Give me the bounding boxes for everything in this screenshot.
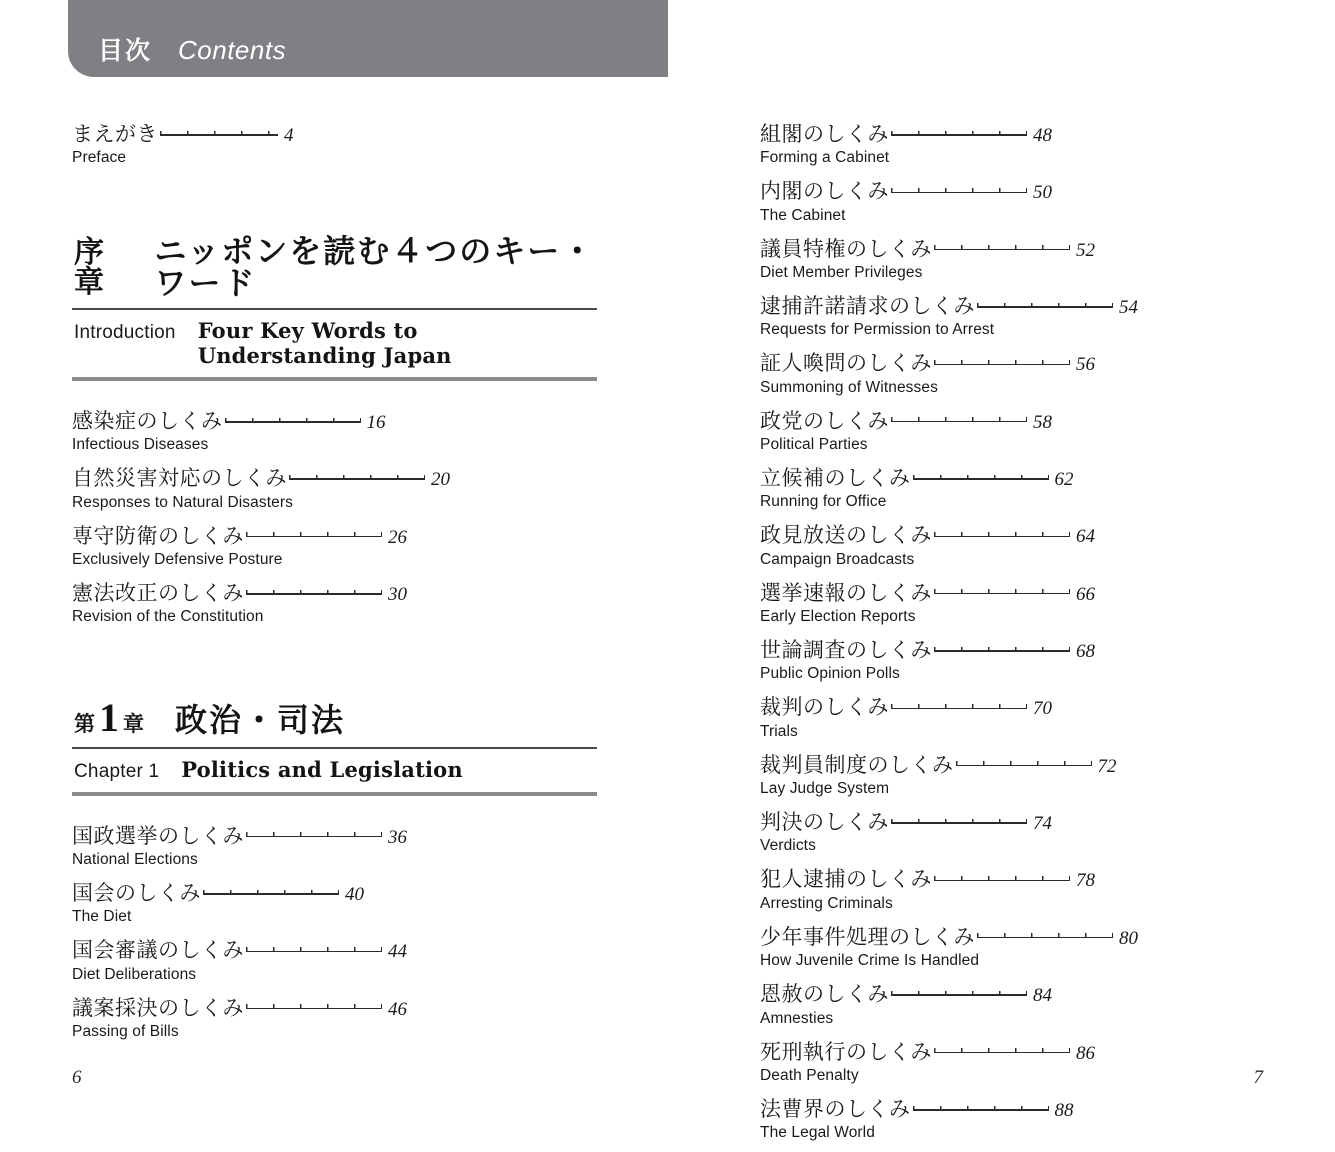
toc-leader-line	[203, 888, 339, 899]
section-spacer	[72, 636, 632, 698]
toc-entry-page-number: 44	[388, 941, 407, 963]
toc-entry-page-number: 88	[1054, 1099, 1074, 1121]
toc-entry-title-en: Death Penalty	[760, 1066, 859, 1084]
toc-entry-line	[760, 521, 1320, 549]
toc-entry[interactable]	[760, 349, 1320, 396]
toc-entry[interactable]	[72, 994, 632, 1041]
section-heading	[72, 232, 597, 381]
toc-entry-title-en: Political Parties	[760, 436, 868, 454]
toc-entry-line	[760, 1038, 1320, 1066]
toc-entry-line	[760, 865, 1320, 893]
toc-leader-line	[246, 945, 382, 956]
toc-leader-line	[934, 358, 1070, 369]
toc-entry-title-en: Verdicts	[760, 837, 816, 855]
toc-entry-line	[72, 464, 632, 492]
toc-entry[interactable]	[72, 579, 632, 626]
toc-entry[interactable]	[72, 879, 632, 926]
toc-entry-page-number: 26	[388, 526, 407, 548]
toc-entry[interactable]	[72, 822, 632, 869]
toc-entry-page-number: 36	[388, 826, 407, 848]
toc-entry[interactable]	[760, 751, 1320, 798]
toc-entry-title-en: How Juvenile Crime Is Handled	[760, 952, 980, 970]
toc-leader-line	[246, 588, 382, 599]
toc-entry-title-en: Diet Member Privileges	[760, 264, 923, 282]
section-number: 1	[99, 695, 120, 741]
section-kicker-jp: 序章	[74, 235, 105, 301]
section-kicker-en: Chapter 1	[74, 760, 160, 782]
toc-leader-line	[934, 1046, 1070, 1057]
toc-leader-line	[913, 1104, 1049, 1115]
section-spacer	[72, 177, 632, 235]
toc-entry[interactable]	[760, 521, 1320, 568]
toc-entry-title-jp: 国政選挙のしくみ	[72, 823, 244, 848]
toc-entry-title-jp: 逮捕許諾請求のしくみ	[760, 294, 975, 319]
toc-entry-line	[72, 822, 632, 850]
toc-entry[interactable]	[760, 177, 1320, 224]
toc-entry-line	[760, 177, 1320, 205]
page-folio-left: 6	[72, 1067, 82, 1088]
toc-entry-title-en: Passing of Bills	[72, 1023, 179, 1041]
toc-entry-line	[72, 879, 632, 907]
toc-leader-line	[246, 530, 382, 541]
toc-entry-line	[72, 120, 632, 148]
toc-leader-line	[956, 759, 1092, 770]
toc-entry[interactable]	[760, 292, 1320, 339]
toc-entry-line	[72, 936, 632, 964]
toc-entry[interactable]	[72, 936, 632, 983]
toc-entry-title-jp: 国会のしくみ	[72, 881, 201, 906]
toc-entry-line	[760, 349, 1320, 377]
toc-entry[interactable]	[760, 407, 1320, 454]
toc-entry-page-number: 46	[388, 998, 407, 1020]
toc-entry-page-number: 72	[1097, 755, 1117, 777]
toc-entry-line	[760, 292, 1320, 320]
contents-banner	[68, 0, 668, 77]
toc-leader-line	[913, 473, 1049, 484]
toc-entry-page-number: 48	[1033, 125, 1052, 146]
toc-entry-title-en: Exclusively Defensive Posture	[72, 550, 283, 568]
toc-entry-page-number: 80	[1119, 927, 1138, 949]
toc-entry-title-jp: 世論調査のしくみ	[760, 638, 932, 663]
toc-entry-title-jp: 専守防衛のしくみ	[72, 523, 244, 548]
section-heading-jp-row	[72, 695, 597, 741]
toc-entry-title-jp: 国会審議のしくみ	[72, 938, 244, 963]
toc-entry-line	[72, 994, 632, 1022]
toc-entry-title-jp: 裁判員制度のしくみ	[760, 752, 954, 777]
toc-leader-line	[891, 702, 1027, 713]
toc-leader-line	[934, 645, 1070, 656]
section-title-jp: ニッポンを読む４つのキー・ワード	[154, 232, 596, 303]
toc-entry-page-number: 4	[284, 125, 294, 146]
section-kicker-en: Introduction	[74, 321, 176, 343]
toc-entry[interactable]	[760, 235, 1320, 282]
toc-entry-title-jp: 恩赦のしくみ	[760, 982, 889, 1007]
banner-title-jp: 目次	[98, 36, 153, 65]
toc-entry-page-number: 78	[1076, 870, 1095, 892]
toc-entry-line	[760, 923, 1320, 951]
toc-entry-title-jp: 判決のしくみ	[760, 810, 889, 835]
toc-entry-page-number: 30	[388, 583, 407, 605]
section-title-en: Politics and Legislation	[181, 756, 463, 782]
toc-entry-title-jp: 感染症のしくみ	[72, 408, 223, 433]
toc-entry-line	[760, 808, 1320, 836]
toc-entry-title-en: Lay Judge System	[760, 780, 890, 798]
toc-entry-title-jp: 法曹界のしくみ	[760, 1096, 911, 1121]
toc-entry[interactable]	[760, 1038, 1320, 1085]
toc-entry-title-en: Forming a Cabinet	[760, 149, 890, 167]
section-title-en: Four Key Words to Understanding Japan	[197, 317, 452, 368]
toc-entry-title-jp: 組閣のしくみ	[760, 122, 889, 146]
toc-entry-page-number: 54	[1119, 297, 1138, 319]
toc-entry-title-jp: 立候補のしくみ	[760, 466, 911, 491]
toc-leader-line	[934, 530, 1070, 541]
toc-entry-page-number: 84	[1033, 985, 1052, 1007]
toc-entry-title-en: Public Opinion Polls	[760, 665, 900, 683]
toc-entry-page-number: 52	[1076, 239, 1095, 261]
section-rule-thick	[72, 792, 597, 796]
toc-leader-line	[977, 931, 1113, 942]
toc-entry-title-en: Responses to Natural Disasters	[72, 493, 293, 511]
toc-entry-line	[760, 751, 1320, 779]
toc-entry-line	[760, 579, 1320, 607]
section-heading	[72, 695, 597, 796]
toc-entry-title-jp: 犯人逮捕のしくみ	[760, 867, 932, 892]
toc-entry-title-en: Revision of the Constitution	[72, 608, 264, 626]
toc-entry-title-jp: 少年事件処理のしくみ	[760, 924, 975, 949]
toc-entry-title-jp: 裁判のしくみ	[760, 695, 889, 720]
toc-entry-title-en: Arresting Criminals	[760, 894, 893, 912]
toc-leader-line	[934, 587, 1070, 598]
toc-leader-line	[289, 473, 425, 484]
toc-entry-page-number: 70	[1033, 698, 1052, 720]
section-kicker-jp	[74, 695, 145, 741]
toc-entry-title-jp: 選挙速報のしくみ	[760, 580, 932, 605]
toc-entry-title-en: Summoning of Witnesses	[760, 378, 938, 396]
toc-leader-line	[891, 415, 1027, 426]
section-heading-en-row	[72, 310, 597, 377]
toc-entry-title-jp: 政見放送のしくみ	[760, 523, 932, 548]
toc-entry[interactable]	[760, 693, 1320, 740]
toc-entry-line	[760, 636, 1320, 664]
toc-entry-line	[760, 120, 1320, 148]
toc-entry-title-en: Infectious Diseases	[72, 436, 209, 454]
toc-entry[interactable]	[760, 464, 1320, 511]
toc-entry[interactable]	[760, 865, 1320, 912]
toc-leader-line	[246, 830, 382, 841]
toc-entry-title-en: Amnesties	[760, 1009, 834, 1027]
toc-entry[interactable]	[72, 120, 632, 167]
section-kicker-jp-prefix: 第	[74, 712, 96, 737]
toc-entry-line	[72, 579, 632, 607]
toc-entry-line	[760, 693, 1320, 721]
toc-entry-title-jp: 憲法改正のしくみ	[72, 580, 244, 605]
toc-leader-line	[891, 129, 1027, 140]
toc-entry-title-jp: 証人喚問のしくみ	[760, 351, 932, 376]
toc-entry-title-en: Preface	[72, 149, 127, 167]
toc-entry-page-number: 16	[366, 411, 386, 433]
toc-entry-title-en: Early Election Reports	[760, 608, 916, 626]
toc-entry-title-en: National Elections	[72, 851, 198, 869]
toc-entry-line	[760, 464, 1320, 492]
toc-entry-line	[760, 980, 1320, 1008]
toc-entry[interactable]	[760, 636, 1320, 683]
toc-leader-line	[225, 416, 361, 427]
toc-entry-title-jp: 政党のしくみ	[760, 408, 889, 433]
toc-entry[interactable]	[760, 120, 1320, 167]
toc-entry-line	[72, 522, 632, 550]
toc-entry-line	[760, 407, 1320, 435]
toc-entry-title-en: Campaign Broadcasts	[760, 550, 915, 568]
toc-entry-title-en: Diet Deliberations	[72, 965, 197, 983]
toc-entry-page-number: 68	[1076, 641, 1095, 663]
toc-entry-page-number: 74	[1033, 813, 1052, 835]
toc-entry[interactable]	[760, 579, 1320, 626]
banner-title-en: Contents	[178, 35, 287, 65]
page-folio-right: 7	[1253, 1067, 1263, 1088]
toc-leader-line	[977, 301, 1113, 312]
toc-entry[interactable]	[72, 522, 632, 569]
toc-leader-line	[160, 129, 278, 140]
toc-entry-page-number: 62	[1054, 469, 1074, 491]
toc-leader-line	[934, 874, 1070, 885]
toc-entry[interactable]	[760, 980, 1320, 1027]
section-title-jp: 政治・司法	[175, 701, 346, 740]
toc-entry-page-number: 58	[1033, 411, 1052, 433]
toc-entry-line	[72, 407, 632, 435]
toc-entry-title-jp: 議員特権のしくみ	[760, 236, 932, 261]
toc-entry[interactable]	[72, 464, 632, 511]
toc-entry-page-number: 66	[1076, 583, 1095, 605]
toc-entry-title-jp: 議案採決のしくみ	[72, 995, 244, 1020]
toc-entry-title-en: The Diet	[72, 908, 132, 926]
toc-entry-page-number: 86	[1076, 1042, 1095, 1064]
toc-leader-line	[891, 989, 1027, 1000]
toc-leader-line	[891, 186, 1027, 197]
toc-entry-title-en: The Legal World	[760, 1124, 875, 1142]
left-page-column	[72, 120, 632, 1051]
toc-entry-title-en: Running for Office	[760, 493, 887, 511]
section-kicker-jp-suffix: 章	[123, 712, 145, 737]
toc-entry-title-en: Trials	[760, 722, 798, 740]
toc-leader-line	[891, 817, 1027, 828]
toc-entry-title-jp: 内閣のしくみ	[760, 179, 889, 204]
toc-entry-title-jp: 死刑執行のしくみ	[760, 1039, 932, 1064]
toc-entry-title-jp: まえがき	[72, 122, 158, 146]
toc-entry-page-number: 50	[1033, 182, 1052, 204]
toc-entry[interactable]	[760, 923, 1320, 970]
toc-entry-page-number: 40	[345, 884, 364, 906]
toc-entry-title-en: The Cabinet	[760, 206, 846, 224]
toc-entry-page-number: 64	[1076, 526, 1095, 548]
section-heading-jp-row	[72, 232, 597, 303]
section-rule-thick	[72, 377, 597, 381]
section-heading-en-row	[72, 749, 597, 792]
right-page-column	[760, 120, 1320, 1152]
toc-entry[interactable]	[72, 407, 632, 454]
toc-entry-page-number: 20	[431, 469, 450, 491]
toc-entry-title-en: Requests for Permission to Arrest	[760, 321, 995, 339]
toc-entry[interactable]	[760, 808, 1320, 855]
toc-entry-line	[760, 1095, 1320, 1123]
toc-entry[interactable]	[760, 1095, 1320, 1142]
toc-entry-title-jp: 自然災害対応のしくみ	[72, 466, 287, 491]
toc-entry-page-number: 56	[1076, 354, 1095, 376]
toc-entry-line	[760, 235, 1320, 263]
toc-leader-line	[934, 243, 1070, 254]
toc-leader-line	[246, 1002, 382, 1013]
